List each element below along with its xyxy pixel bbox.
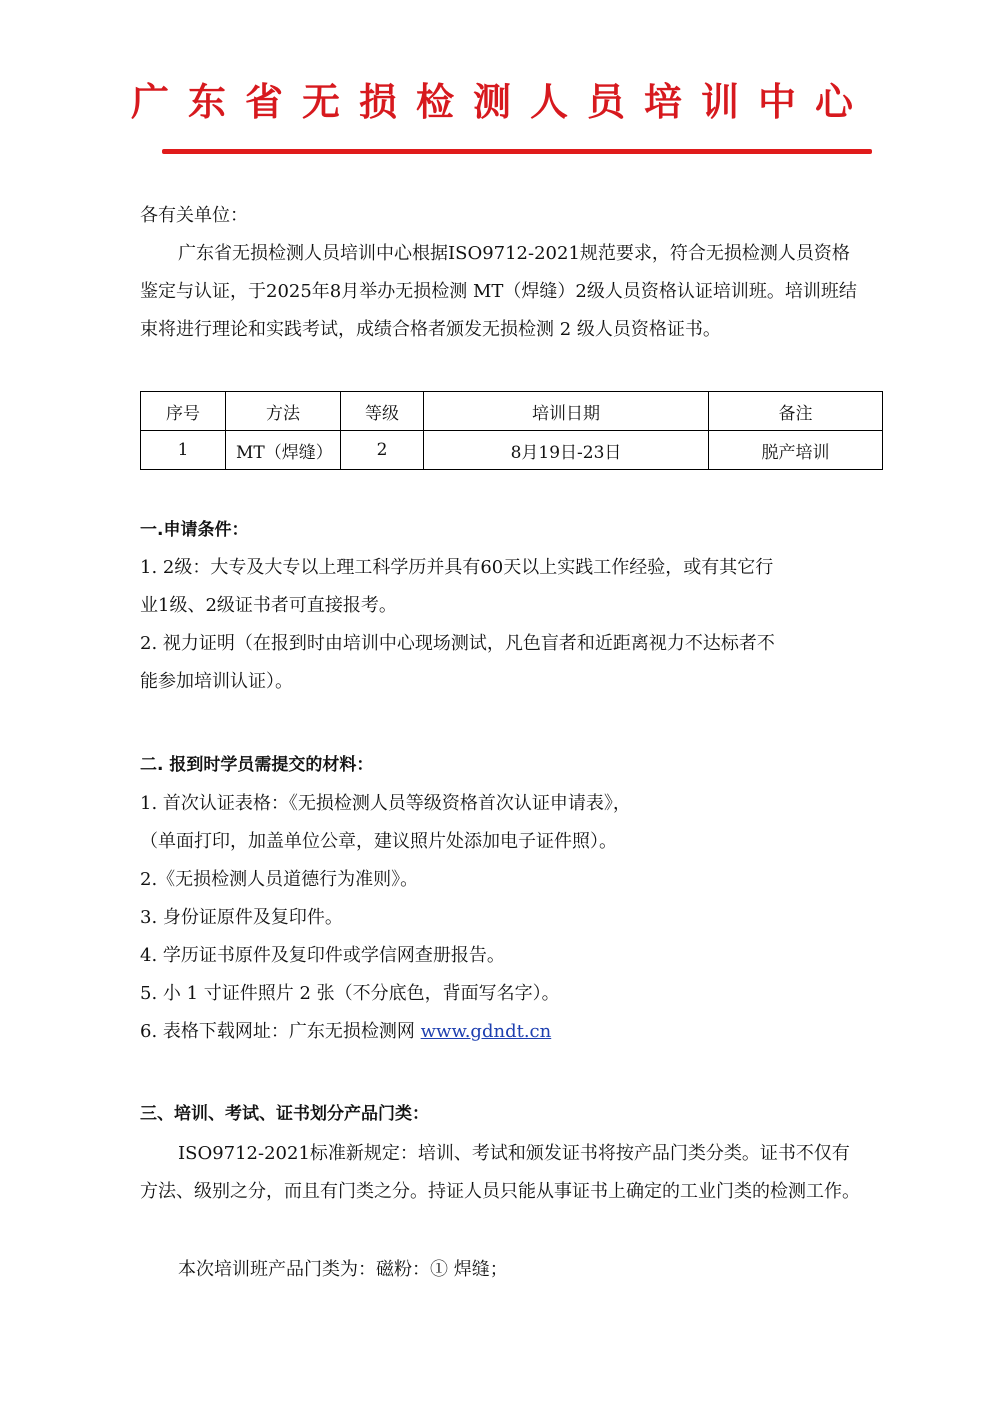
cell-note: 脱产培训 — [709, 431, 883, 470]
table-header-row — [141, 392, 883, 431]
list-item: 2.《无损检测人员道德行为准则》。 — [140, 869, 419, 890]
salutation: 各有关单位： — [140, 205, 248, 226]
list-item-download — [140, 1013, 870, 1051]
list-item: 3. 身份证原件及复印件。 — [140, 907, 343, 928]
cell-method: MT（焊缝） — [226, 431, 341, 470]
list-item-continued: 能参加培训认证）。 — [140, 671, 293, 692]
intro-paragraph: 广东省无损检测人员培训中心根据ISO9712-2021规范要求，符合无损检测人员资格鉴定与认证，于2025年8月举办无损检测 MT（焊缝）2级人员资格认证培训班。培训班结束将进行理论和实践考试，成绩合格者颁发无损检测 2 级人员资格证书。 — [140, 243, 857, 340]
list-item: 4. 学历证书原件及复印件或学信网查册报告。 — [140, 945, 505, 966]
center-title: 广东省无损检测人员培训中心 — [130, 79, 872, 124]
download-label: 6. 表格下载网址：广东无损检测网 — [140, 1021, 421, 1042]
cell-level: 2 — [341, 431, 424, 470]
col-header-index: 序号 — [141, 392, 226, 431]
download-link[interactable]: www.gdndt.cn — [420, 1021, 552, 1042]
list-item: 5. 小 1 寸证件照片 2 张（不分底色，背面写名字）。 — [140, 983, 560, 1004]
cell-index: 1 — [141, 431, 226, 470]
col-header-date: 培训日期 — [424, 392, 709, 431]
cell-date: 8月19日-23日 — [424, 431, 709, 470]
header-divider — [162, 149, 872, 154]
col-header-method: 方法 — [226, 392, 341, 431]
list-item: 2. 视力证明（在报到时由培训中心现场测试，凡色盲者和近距离视力不达标者不 — [140, 633, 775, 654]
col-header-level: 等级 — [341, 392, 424, 431]
section1-title: 一.申请条件： — [140, 520, 249, 540]
list-item: 1. 首次认证表格：《无损检测人员等级资格首次认证申请表》， — [140, 793, 631, 814]
training-schedule-table — [140, 391, 883, 470]
list-item: 1. 2级：大专及大专以上理工科学历并具有60天以上实践工作经验，或有其它行 — [140, 557, 774, 578]
section2-title: 二. 报到时学员需提交的材料： — [140, 755, 374, 775]
product-category: 本次培训班产品门类为：磁粉：① 焊缝； — [178, 1259, 508, 1280]
section1-list — [140, 549, 870, 701]
col-header-note: 备注 — [709, 392, 883, 431]
section3-paragraph: ISO9712-2021标准新规定：培训、考试和颁发证书将按产品门类分类。证书不仅有方法、级别之分，而且有门类之分。持证人员只能从事证书上确定的工业门类的检测工作。 — [140, 1143, 860, 1202]
table-row — [141, 431, 883, 470]
section3-title: 三、培训、考试、证书划分产品门类： — [140, 1104, 429, 1124]
list-item-continued: （单面打印，加盖单位公章，建议照片处添加电子证件照）。 — [140, 831, 617, 852]
section2-list — [140, 785, 870, 1051]
list-item-continued: 业1级、2级证书者可直接报考。 — [140, 595, 397, 616]
